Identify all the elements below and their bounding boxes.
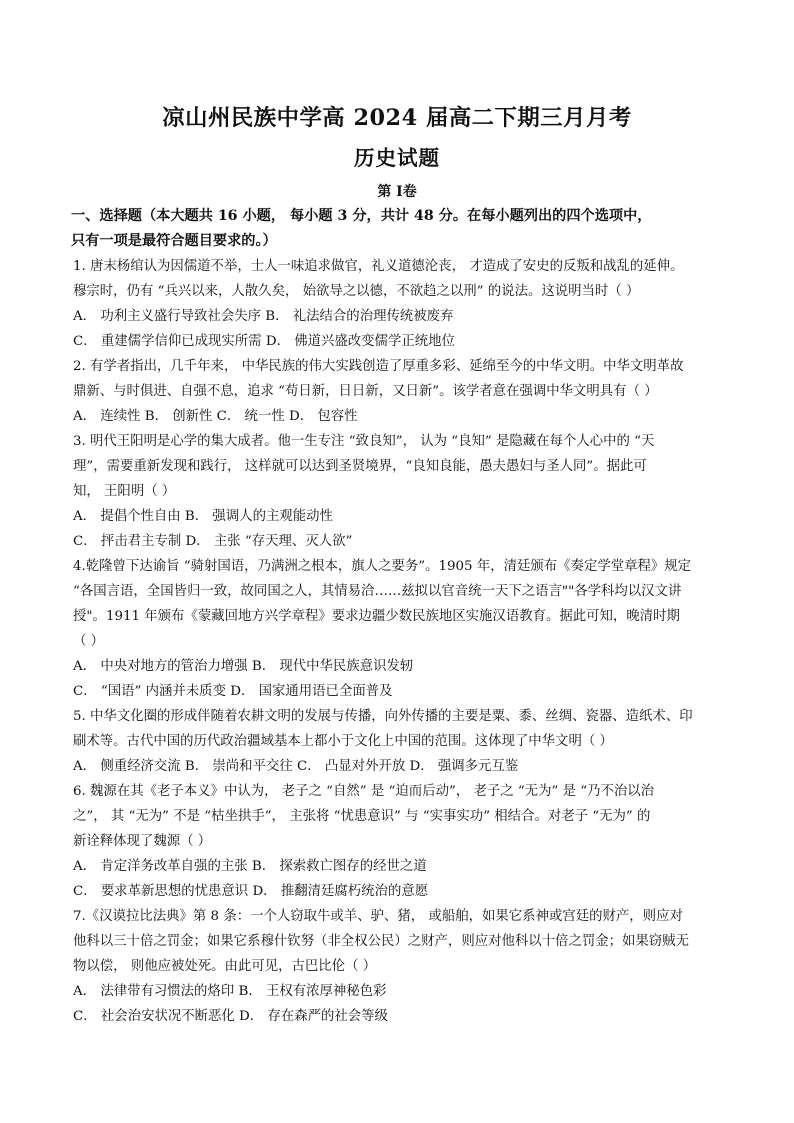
question-options-line: C． 抨击君主专制 D． 主张 “存天理、灭人欲” bbox=[73, 534, 353, 549]
question-stem-line: 6. 魏源在其《老子本义》中认为， 老子之 “自然” 是 “迫而后动”， 老子之 “无为” 是 “乃不治以治 bbox=[73, 784, 655, 799]
question-stem-line: “各国言语，全国皆归一致，故同国之人，其情易洽……兹拟以官音统一天下之语言""各学科均以汉文讲 bbox=[73, 584, 682, 599]
question-stem-line: 之”， 其 “无为” 不是 “枯坐拱手”， 主张将 “忧患意识” 与 “实事实功” 相结合。对老子 “无为” 的 bbox=[73, 809, 651, 824]
question-stem-line: 物以偿， 则他应被处死。由此可见，古巴比伦（ ） bbox=[73, 959, 377, 974]
volume-label: 第 Ⅰ卷 bbox=[377, 184, 417, 200]
question-stem-line: 3. 明代王阳明是心学的集大成者。他一生专注 “致良知”， 认为 “良知” 是隐藏在每个人心中的 “天 bbox=[73, 434, 655, 449]
exam-subject: 历史试题 bbox=[354, 146, 440, 170]
question-options-line: A． 中央对地方的管治力增强 B． 现代中华民族意识发轫 bbox=[73, 659, 414, 674]
question-options-line: A． 侧重经济交流 B． 崇尚和平交往 C． 凸显对外开放 D． 强调多元互鉴 bbox=[73, 759, 519, 774]
question-stem-line: 1. 唐末杨绾认为因儒道不举，士人一味追求做官，礼义道德沦丧， 才造成了安史的反叛和战乱的延伸。 bbox=[73, 259, 684, 274]
question-options-line: A． 法律带有习惯法的烙印 B． 王权有浓厚神秘色彩 bbox=[73, 984, 387, 999]
question-stem-line: 2. 有学者指出，几千年来， 中华民族的伟大实践创造了厚重多彩、延绵至今的中华文明。中华文明革故 bbox=[73, 359, 684, 374]
exam-title: 凉山州民族中学高 2024 届高二下期三月月考 bbox=[162, 105, 632, 131]
question-options-line: C． “国语” 内涵并未质变 D． 国家通用语已全面普及 bbox=[73, 684, 393, 699]
question-options-line: A． 功利主义盛行导致社会失序 B． 礼法结合的治理传统被废弃 bbox=[73, 309, 454, 324]
section-heading-line2: 只有一项是最符合题目要求的。） bbox=[71, 233, 277, 249]
question-stem-line: 他科以三十倍之罚金；如果它系穆什钦努（非全权公民）之财产，则应对他科以十倍之罚金；如果窃贼无 bbox=[73, 934, 689, 949]
question-options-line: A． 肯定洋务改革自强的主张 B． 探索救亡图存的经世之道 bbox=[73, 859, 427, 874]
question-options-line: A． 连续性 B． 创新性 C． 统一性 D． 包容性 bbox=[73, 409, 358, 424]
question-stem-line: 5. 中华文化圈的形成伴随着农耕文明的发展与传播，向外传播的主要是粟、黍、丝绸、瓷器、造纸术、印 bbox=[73, 709, 693, 724]
question-stem-line: 4.乾隆曾下达谕旨 “骑射国语，乃满洲之根本，旗人之要务”。1905 年，清廷颁布《奏定学堂章程》规定 bbox=[73, 559, 692, 574]
question-stem-line: 新诠释体现了魏源（ ） bbox=[73, 834, 212, 849]
question-stem-line: 理”，需要重新发现和践行， 这样就可以达到圣贤境界，“良知良能，愚夫愚妇与圣人同”。据此可 bbox=[73, 459, 647, 474]
question-stem-line: （ ） bbox=[73, 634, 105, 649]
question-stem-line: 授"。1911 年颁布《蒙藏回地方兴学章程》要求边疆少数民族地区实施汉语教育。据此可知，晚清时期 bbox=[73, 609, 680, 624]
question-options-line: C． 社会治安状况不断恶化 D． 存在森严的社会等级 bbox=[73, 1009, 388, 1024]
question-options-line: C． 重建儒学信仰已成现实所需 D． 佛道兴盛改变儒学正统地位 bbox=[73, 334, 455, 349]
question-options-line: C． 要求革新思想的忧患意识 D． 推翻清廷腐朽统治的意愿 bbox=[73, 884, 429, 899]
question-stem-line: 刷术等。古代中国的历代政治疆域基本上都小于文化上中国的范围。这体现了中华文明（ ） bbox=[73, 734, 613, 749]
question-options-line: A． 提倡个性自由 B． 强调人的主观能动性 bbox=[73, 509, 333, 524]
question-stem-line: 鼎新、与时俱进、自强不息，追求 “苟日新，日日新，又日新”。该学者意在强调中华文明具有（ ） bbox=[73, 384, 658, 399]
question-stem-line: 知， 王阳明（ ） bbox=[73, 484, 176, 499]
section-heading-line1: 一、选择题（本大题共 16 小题， 每小题 3 分，共计 48 分。在每小题列出的四个选项中， bbox=[71, 208, 652, 224]
question-stem-line: 穆宗时，仍有 “兵兴以来，人散久矣， 始欲导之以德，不欲趋之以刑” 的说法。这说明当时（ ） bbox=[73, 284, 640, 299]
question-stem-line: 7.《汉谟拉比法典》第 8 条：一个人窃取牛或羊、驴、猪， 或船舶，如果它系神或宫廷的财产，则应对 bbox=[73, 909, 683, 924]
